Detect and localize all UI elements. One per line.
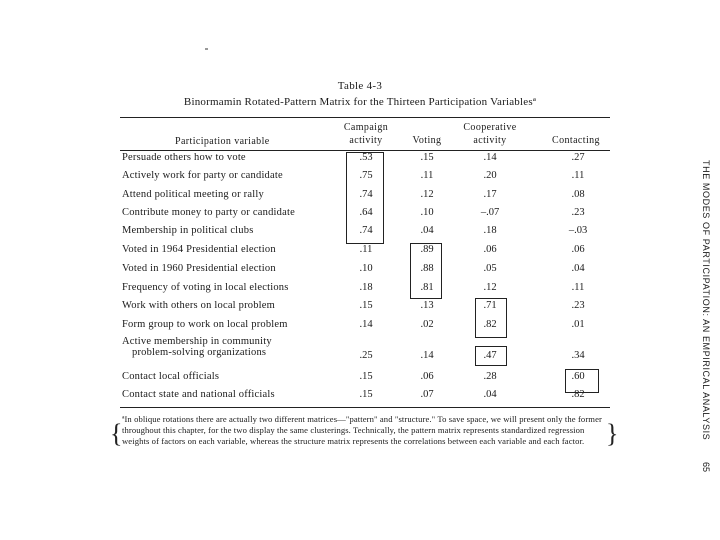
bottom-rule [120,407,610,408]
header-campaign-activity [334,121,398,147]
cluster-box-cooperative [475,298,507,338]
table-cell: .12 [483,282,497,293]
table-footnote: ªIn oblique rotations there are actually two different matrices—"pattern" and "structure." To save space, we will present only the former throughout this chapter, for the two display the same clusterings. Technically, the pattern matrix represents standardized regression weights of factors on each variable, whereas the structure matrix represents the correlations between each variable and each factor. [122,414,602,446]
table-cell: .06 [483,244,497,255]
cluster-box-contacting [565,369,599,393]
row-label [122,300,275,311]
row-label-text: Persuade others how to vote [122,152,246,163]
row-label-text: Contribute money to party or candidate [122,207,295,218]
table-cell: .11 [420,170,434,181]
table-cell: .13 [420,300,434,311]
table-cell: .15 [359,371,373,382]
table-cell: .47 [483,350,497,361]
row-label [122,189,264,200]
header-line: Voting [412,135,442,146]
header-line: Cooperative [463,122,517,133]
row-label-text: problem-solving organizations [132,347,267,358]
row-label [122,225,254,236]
table-cell: .06 [571,244,585,255]
table-cell: .12 [420,189,434,200]
table-cell: .82 [483,319,497,330]
table-cell: .11 [359,244,373,255]
row-label-text: Membership in political clubs [122,225,254,236]
table-cell: .60 [571,371,585,382]
row-label-text: Actively work for party or candidate [122,170,283,181]
table-cell: .15 [420,152,434,163]
table-cell: .27 [571,152,585,163]
table-cell: .34 [571,350,585,361]
table-title: Binormamin Rotated-Pattern Matrix for the Thirteen Participation Variablesª [183,96,537,108]
row-label-text: Form group to work on local problem [122,319,288,330]
table-cell: .89 [420,244,434,255]
header-line [538,121,614,134]
row-label-text: Contact local officials [122,371,220,382]
table-cell: .18 [359,282,373,293]
table-cell: .28 [483,371,497,382]
table-cell: .15 [359,389,373,400]
table-cell: .74 [359,225,373,236]
running-head: THE MODES OF PARTICIPATION: AN EMPIRICAL ANALYSIS [701,160,711,441]
table-cell: .14 [359,319,373,330]
table-cell: .11 [571,282,585,293]
table-cell: .04 [420,225,434,236]
header-line: Contacting [552,135,600,146]
row-label [122,319,288,330]
row-label [122,282,289,293]
table-cell: .04 [571,263,585,274]
table-cell: .88 [420,263,434,274]
row-label [122,263,276,274]
row-label [122,336,272,358]
top-rule [120,117,610,118]
table-cell: .14 [420,350,434,361]
header-rule [120,150,610,151]
table-cell: .75 [359,170,373,181]
row-label-text: Contact state and national officials [122,389,275,400]
table-cell: .14 [483,152,497,163]
speck [205,48,208,50]
table-cell: .53 [359,152,373,163]
table-cell: .23 [571,300,585,311]
row-label [122,244,276,255]
row-label-text: Voted in 1960 Presidential election [122,263,276,274]
cluster-box-campaign [346,152,384,244]
header-line: activity [349,135,383,146]
handwritten-brace-left: { [110,419,123,448]
table-cell: .08 [571,189,585,200]
row-label-text: Work with others on local problem [122,300,276,311]
header-line [395,121,459,134]
table-cell: .11 [571,170,585,181]
table-cell: –.03 [568,225,588,236]
page-number: 65 [701,462,711,473]
table-cell: –.07 [480,207,500,218]
table-cell: .02 [420,319,434,330]
table-number: Table 4-3 [337,80,383,92]
table-cell: .20 [483,170,497,181]
header-line: activity [473,135,507,146]
table-cell: .25 [359,350,373,361]
table-cell: .71 [483,300,497,311]
table-cell: .07 [420,389,434,400]
table-cell: .01 [571,319,585,330]
header-participation-variable: Participation variable [175,136,270,147]
table-cell: .81 [420,282,434,293]
handwritten-brace-right: } [606,419,619,448]
row-label-text: Voted in 1964 Presidential election [122,244,276,255]
row-label-text: Attend political meeting or rally [122,189,264,200]
table-cell: .06 [420,371,434,382]
table-cell: .15 [359,300,373,311]
table-cell: .23 [571,207,585,218]
row-label [122,389,275,400]
cluster-box-voting [410,243,442,299]
table-cell: .18 [483,225,497,236]
table-cell: .05 [483,263,497,274]
table-cell: .82 [571,389,585,400]
table-cell: .10 [420,207,434,218]
row-label [122,152,246,163]
cluster-box-cooperative-2 [475,346,507,366]
table-cell: .04 [483,389,497,400]
header-cooperative-activity [452,121,528,147]
header-voting [395,121,459,147]
table-cell: .74 [359,189,373,200]
header-contacting [538,121,614,147]
row-label-text: Active membership in community [122,336,272,347]
table-cell: .10 [359,263,373,274]
table-cell: .17 [483,189,497,200]
row-label [122,207,295,218]
row-label-text: Frequency of voting in local elections [122,282,289,293]
row-label [122,170,283,181]
row-label [122,371,219,382]
table-cell: .64 [359,207,373,218]
header-line: Campaign [343,122,389,133]
